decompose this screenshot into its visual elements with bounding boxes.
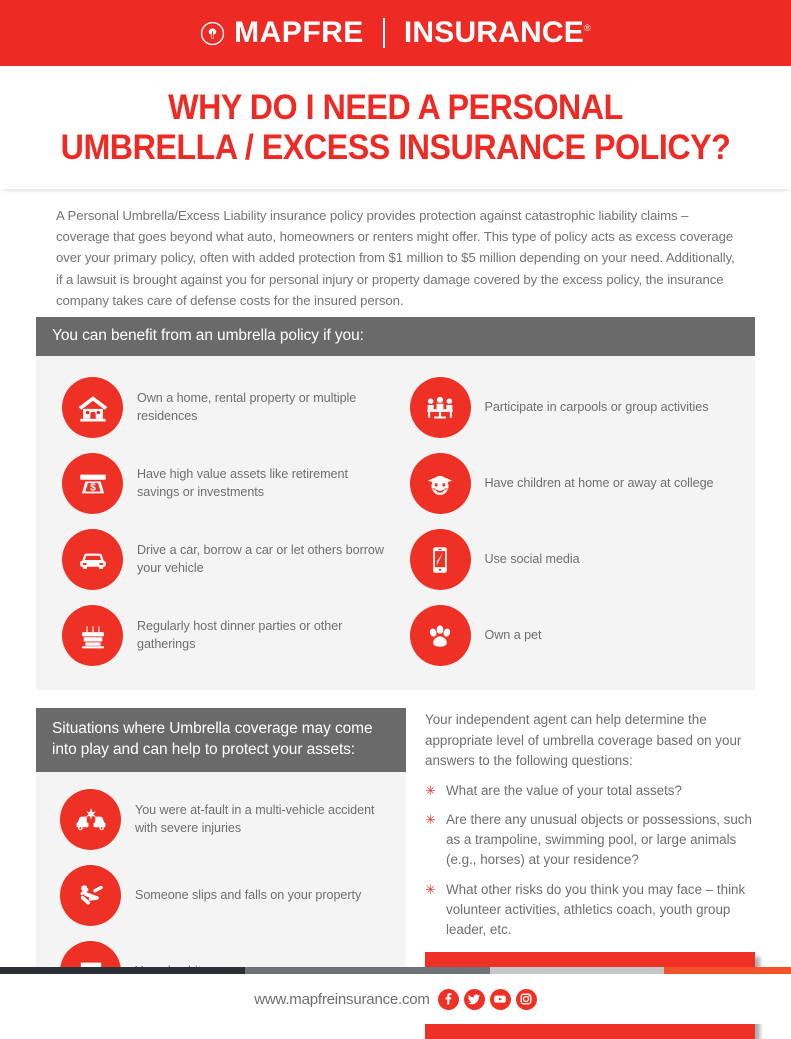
facebook-icon[interactable] — [438, 989, 459, 1010]
intro-paragraph: A Personal Umbrella/Excess Liability insurance policy provides protection against catastrophic liability claims – coverage that goes beyond what auto, homeowners or renters might offer. This type of policy acts as excess coverage over your primary policy, often with added protection from $1 million to $5 million depending on your need. Additionally, if a lawsuit is brought against you for personal injury or property damage covered by the excess policy, the insurance company takes care of defense costs for the insured person. — [56, 207, 735, 308]
title-line-1: WHY DO I NEED A PERSONAL — [168, 88, 623, 127]
birthday-cake-icon — [62, 605, 123, 666]
list-item — [425, 781, 755, 801]
asterisk-icon: ✳ — [425, 881, 436, 897]
product-label: INSURANCE — [403, 16, 584, 49]
product-name — [404, 18, 591, 48]
title-line-2: UMBRELLA / EXCESS INSURANCE POLICY? — [60, 128, 731, 168]
list-item-label: Own a home, rental property or multiple residences — [137, 391, 357, 423]
footer-color-bar — [0, 967, 791, 974]
registered-mark: ® — [583, 23, 591, 33]
twitter-icon[interactable] — [464, 989, 485, 1010]
list-item-label: Have children at home or away at college — [484, 476, 714, 491]
atm-money-icon — [62, 453, 123, 514]
list-item-label: Someone slips and falls on your property — [135, 888, 362, 903]
house-icon — [62, 377, 123, 438]
list-item — [396, 370, 744, 446]
list-item — [48, 598, 396, 674]
list-item — [425, 810, 755, 870]
list-item — [396, 598, 744, 674]
list-item-label: Own a pet — [484, 628, 542, 643]
list-item-label: You were at-fault in a multi-vehicle accident with severe injuries — [135, 803, 375, 835]
list-item — [48, 522, 396, 598]
list-item — [48, 370, 396, 446]
situations-heading: Situations where Umbrella coverage may come into play and can help to protect your assets: — [36, 708, 406, 772]
list-item-label: What are the value of your total assets? — [446, 783, 682, 799]
child-face-icon — [410, 453, 471, 514]
car-crash-icon — [60, 789, 121, 850]
list-item — [396, 522, 744, 598]
list-item — [48, 446, 396, 522]
mapfre-logo — [200, 18, 591, 48]
color-bar-segment-2 — [245, 967, 490, 974]
smartphone-icon — [410, 529, 471, 590]
benefits-left-column — [48, 370, 396, 674]
slip-and-fall-icon — [60, 865, 121, 926]
group-meeting-icon — [410, 377, 471, 438]
asterisk-icon: ✳ — [425, 783, 436, 799]
footer-content — [0, 974, 791, 1024]
page-title — [0, 66, 791, 189]
car-icon — [62, 529, 123, 590]
list-item-label: Are there any unusual objects or possessions, such as a trampoline, swimming pool, or large animals (e.g., horses) at your residence? — [446, 812, 752, 868]
color-bar-segment-4 — [664, 967, 791, 974]
logo-divider — [383, 18, 385, 48]
youtube-icon[interactable] — [490, 989, 511, 1010]
agent-intro: Your independent agent can help determine the appropriate level of umbrella coverage based on your answers to the following questions: — [425, 711, 742, 769]
website-url[interactable]: www.mapfreinsurance.com — [254, 990, 430, 1008]
agent-questions-list — [425, 781, 755, 940]
color-bar-segment-3 — [490, 967, 664, 974]
benefits-heading: You can benefit from an umbrella policy if you: — [36, 317, 755, 355]
list-item — [46, 782, 396, 858]
svg-text:$: $ — [89, 482, 96, 494]
paw-print-icon — [410, 605, 471, 666]
list-item — [46, 858, 396, 934]
list-item-label: Use social media — [484, 552, 580, 567]
asterisk-icon: ✳ — [425, 812, 436, 828]
social-links — [438, 989, 537, 1010]
benefits-body — [36, 356, 755, 690]
list-item-label: Regularly host dinner parties or other gatherings — [137, 619, 343, 651]
benefits-right-column — [396, 370, 744, 674]
brand-header — [0, 0, 791, 66]
list-item-label: Have high value assets like retirement savings or investments — [137, 467, 348, 499]
list-item — [396, 446, 744, 522]
mapfre-tree-emblem-icon — [200, 21, 225, 46]
color-bar-segment-1 — [0, 967, 245, 974]
list-item — [425, 880, 755, 940]
brand-name: MAPFRE — [234, 16, 364, 49]
footer — [0, 967, 791, 1024]
list-item-label: Participate in carpools or group activities — [484, 400, 709, 415]
benefits-panel — [36, 317, 755, 689]
instagram-icon[interactable] — [516, 989, 537, 1010]
list-item-label: What other risks do you think you may face – think volunteer activities, athletics coach, youth group leader, etc. — [446, 881, 746, 937]
list-item-label: Drive a car, borrow a car or let others borrow your vehicle — [137, 543, 384, 575]
